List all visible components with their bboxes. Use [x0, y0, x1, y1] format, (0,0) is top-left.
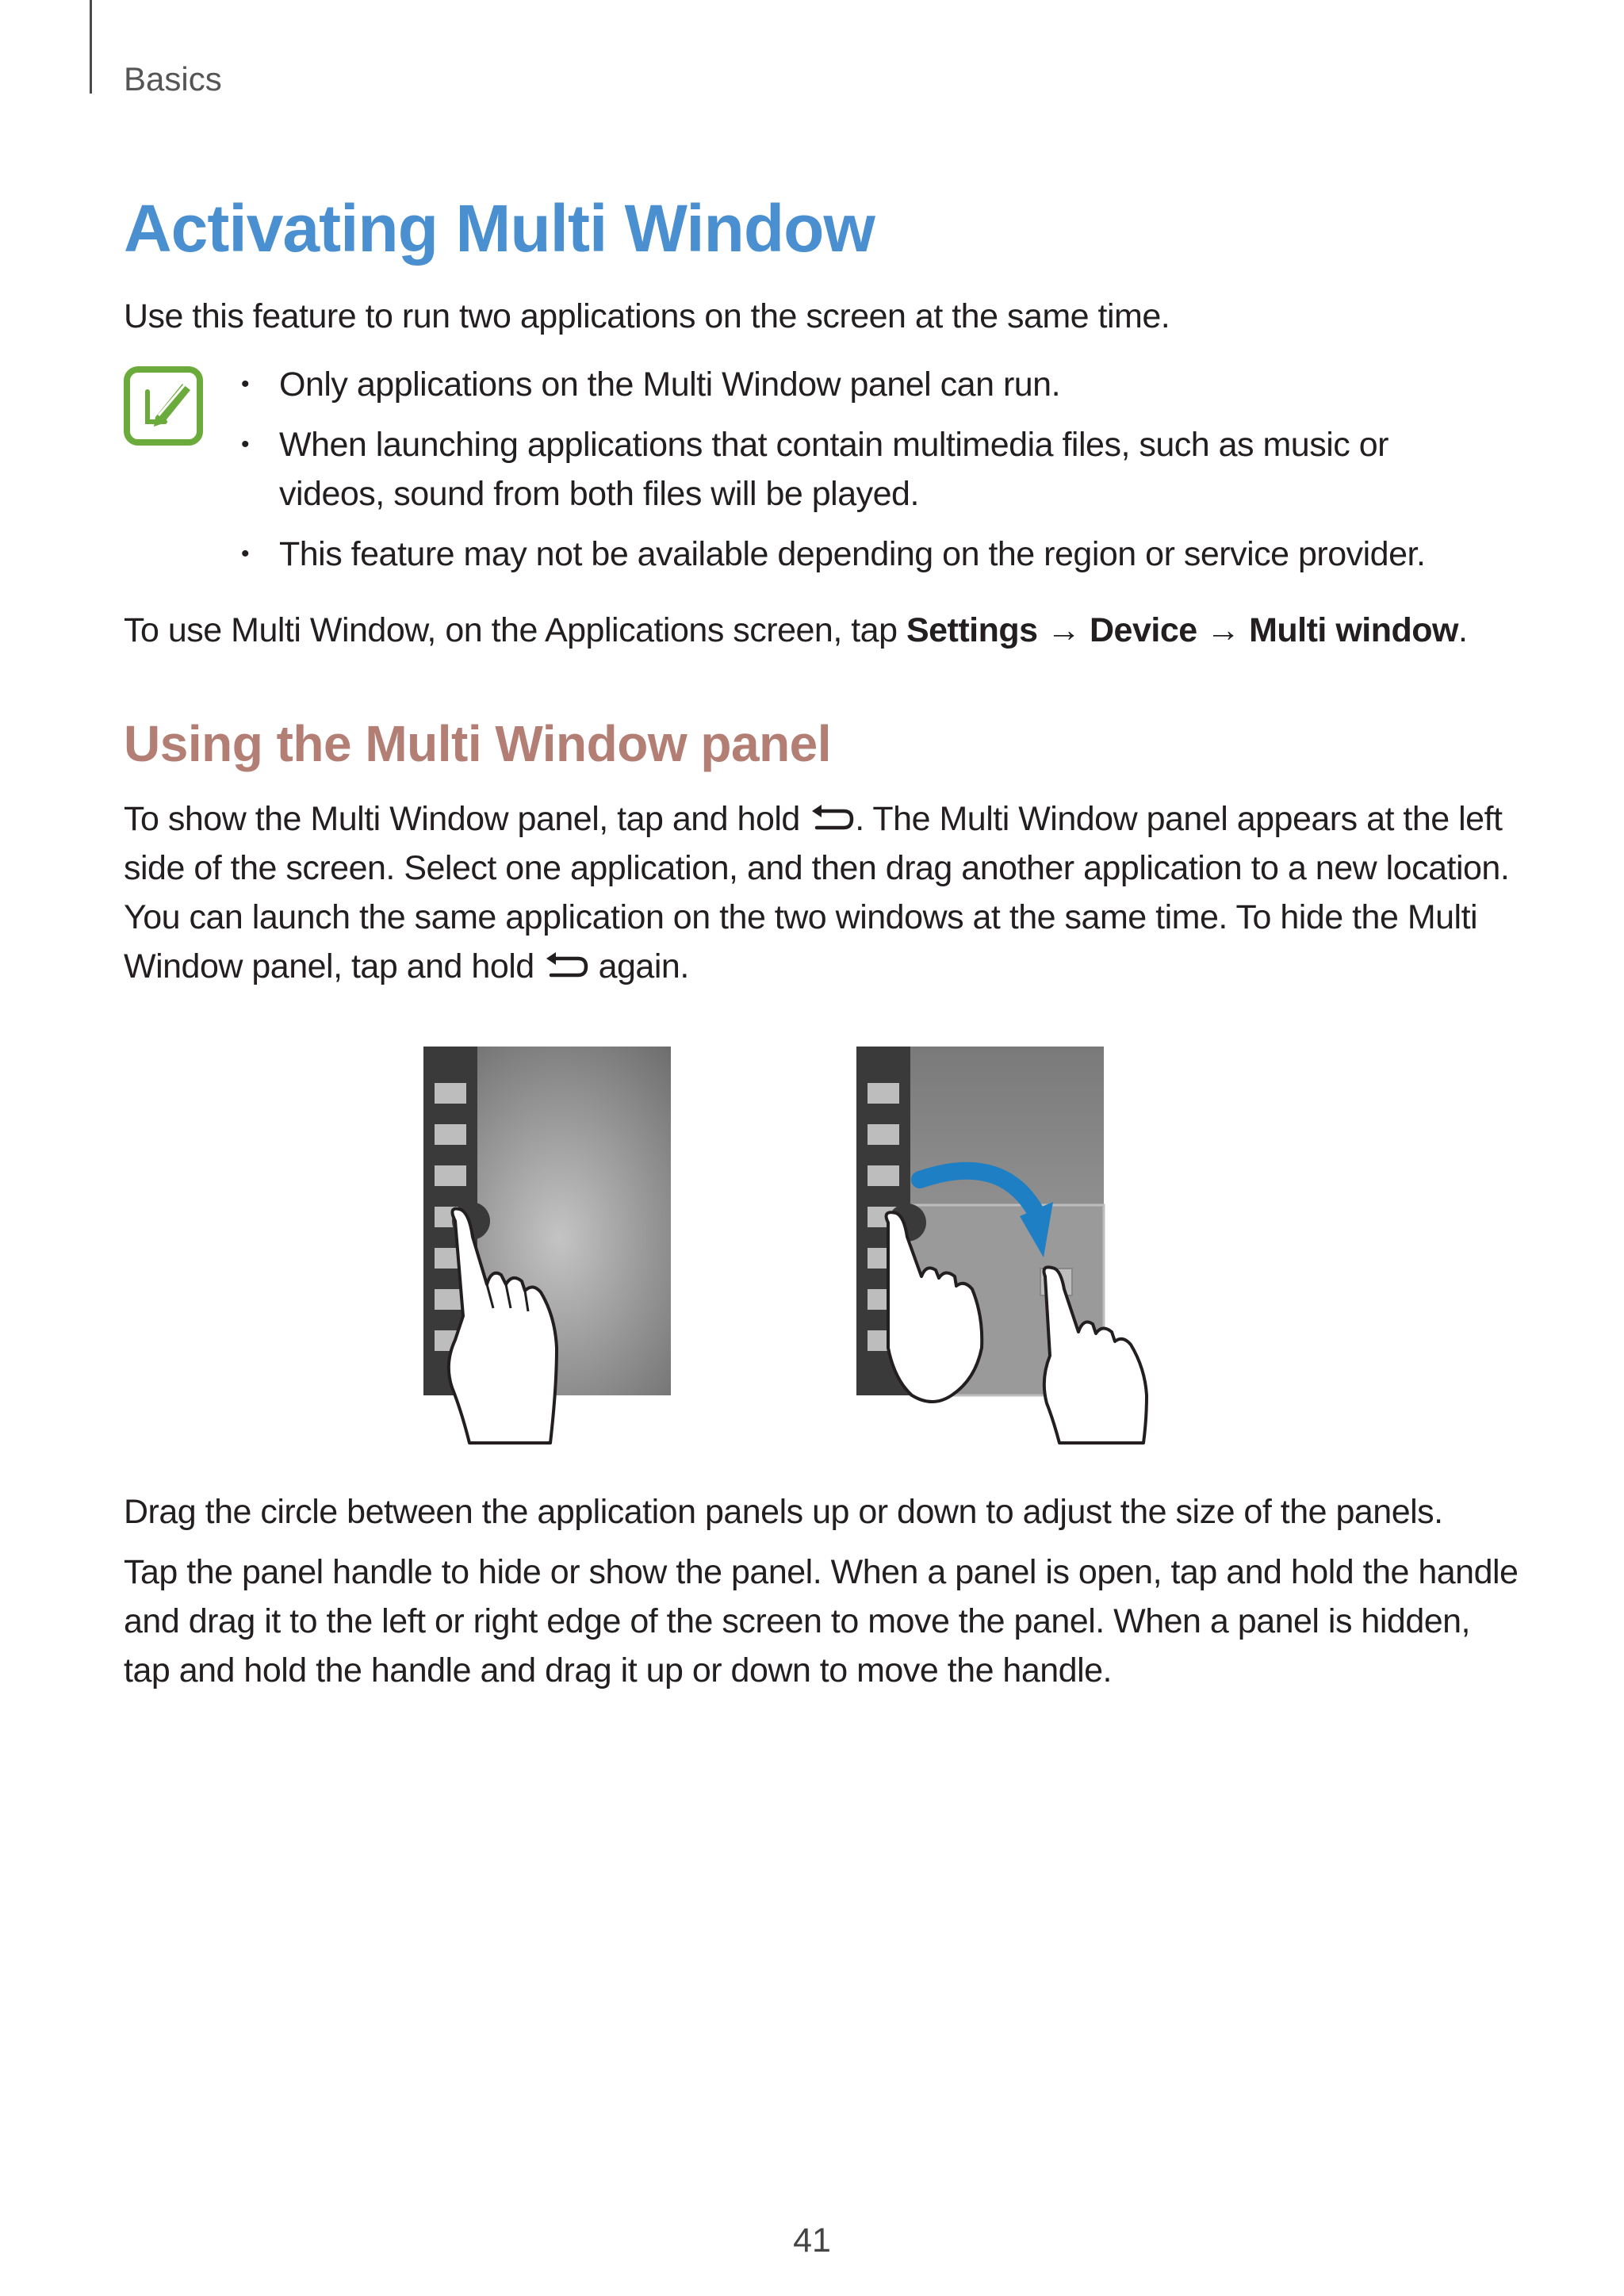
handle-instructions: Tap the panel handle to hide or show the panel. When a panel is open, tap and hold the handle and drag it to the left or right edge of the screen to move the panel. When a panel is hidden, tap and hold the handle and drag it up or down to move the handle. — [124, 1553, 1519, 1689]
resize-instructions: Drag the circle between the application panels up or down to adjust the size of the panels. — [124, 1493, 1443, 1531]
path-settings: Settings — [906, 611, 1038, 649]
path-suffix: . — [1457, 611, 1468, 649]
drag-app-to-window-illustration — [856, 1047, 1197, 1451]
header-rule — [90, 0, 92, 94]
path-prefix: To use Multi Window, on the Applications screen, tap — [124, 611, 906, 649]
panel-text-3: again. — [589, 947, 689, 985]
page-title: Activating Multi Window — [124, 191, 875, 266]
note-pencil-icon — [124, 366, 203, 446]
settings-path-instruction — [124, 606, 1519, 655]
path-multi-window: Multi window — [1249, 611, 1458, 649]
section-label: Basics — [124, 60, 222, 98]
back-icon — [809, 798, 855, 828]
panel-instructions — [124, 794, 1519, 991]
note-list — [238, 360, 1475, 590]
panel-text-2: . The Multi Window panel appears at the left side of the screen. Select one application, and then drag another application to a new location. You can launch the same application on the two windows at the same time. To hide the Multi Window panel, tap and hold — [124, 800, 1510, 985]
note-item: • Only applications on the Multi Window panel can run. — [238, 360, 1475, 409]
note-item: • This feature may not be available depending on the region or service provider. — [238, 530, 1475, 579]
path-arrow: → — [1037, 611, 1090, 649]
panel-text-1: To show the Multi Window panel, tap and hold — [124, 800, 810, 838]
path-arrow: → — [1197, 611, 1250, 649]
tap-and-hold-panel-illustration — [423, 1047, 685, 1451]
section-subtitle: Using the Multi Window panel — [124, 715, 832, 772]
note-item: • When launching applications that contain multimedia files, such as music or videos, sound from both files will be played. — [238, 420, 1475, 519]
intro-text: Use this feature to run two applications on the screen at the same time. — [124, 297, 1170, 335]
path-device: Device — [1090, 611, 1197, 649]
back-icon — [543, 945, 589, 975]
page-number: 41 — [793, 2221, 831, 2260]
